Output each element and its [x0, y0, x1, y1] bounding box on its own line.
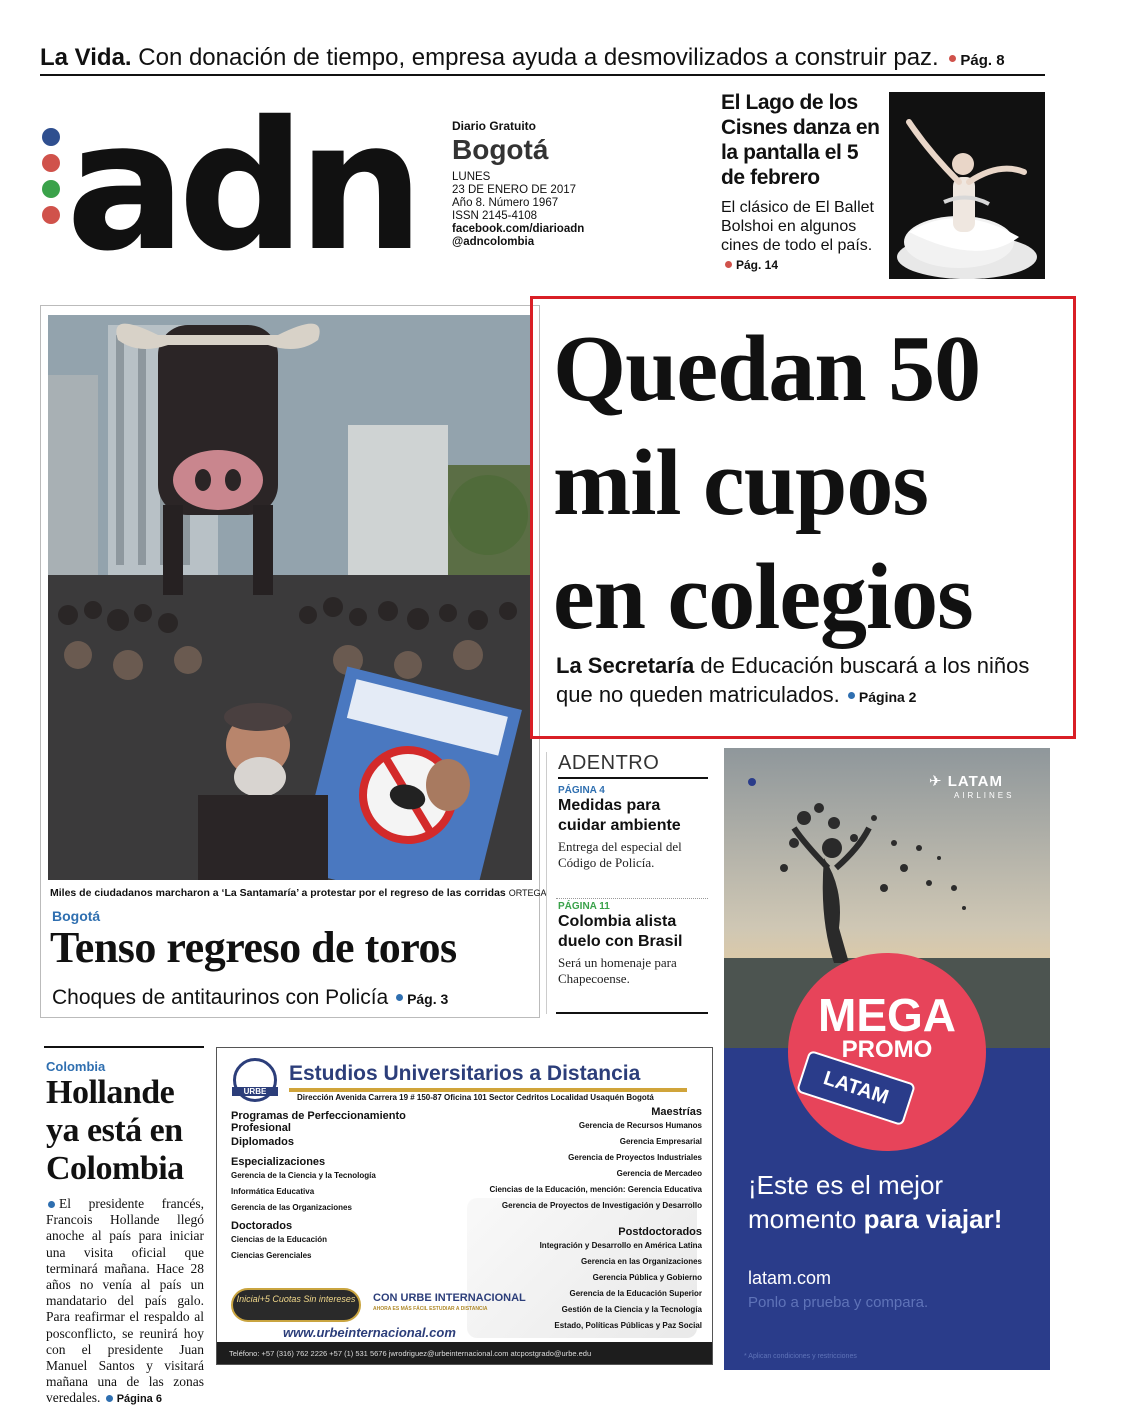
- swan-body-text: El clásico de El Ballet Bolshoi en algunos cines de todo el país.: [721, 199, 874, 254]
- urbe-programs-heading: Programas de Perfeccionamiento Profesional: [231, 1110, 406, 1134]
- adentro-item-page: PÁGINA 4: [558, 785, 605, 796]
- hollande-page: Página 6: [116, 1393, 162, 1406]
- bullet-dot-icon: [48, 1201, 55, 1208]
- adentro-item-headline: Medidas para cuidar ambiente: [558, 797, 681, 834]
- latam-url[interactable]: latam.com: [748, 1268, 832, 1288]
- top-strip-teaser[interactable]: [40, 44, 1045, 76]
- masthead-tagline: Diario Gratuito: [452, 119, 537, 133]
- urbe-list-item: Ciencias de la Educación: [231, 1235, 328, 1244]
- top-strip-section: La Vida.: [40, 44, 132, 71]
- logo-dot-icon: [42, 206, 60, 224]
- latam-tagline: Ponlo a prueba y compara.: [748, 1294, 929, 1311]
- urbe-website[interactable]: www.urbeinternacional.com: [283, 1325, 456, 1340]
- masthead-city: Bogotá: [452, 134, 549, 165]
- urbe-list-item: Gerencia de Proyectos Industriales: [568, 1153, 702, 1162]
- lead-subhead: [556, 651, 1056, 712]
- logo-dot-icon: [42, 128, 60, 146]
- latam-logo: [929, 772, 1003, 790]
- lead-headline[interactable]: [553, 312, 1053, 654]
- urbe-list-item: Gerencia de Recursos Humanos: [578, 1121, 702, 1130]
- swan-teaser[interactable]: [721, 90, 881, 275]
- section-label-bogota: Bogotá: [52, 908, 101, 924]
- bullet-dot-icon: [396, 994, 403, 1001]
- logo-dot-icon: [42, 154, 60, 172]
- lead-page: Página 2: [858, 689, 917, 705]
- divider: [556, 898, 708, 899]
- hollande-article[interactable]: [46, 1059, 204, 1408]
- masthead-info: [452, 120, 622, 249]
- adentro-item[interactable]: [558, 785, 708, 871]
- photo-caption: [50, 887, 547, 899]
- latam-tag-badge: LATAM: [796, 1050, 916, 1126]
- latam-advertisement[interactable]: [724, 748, 1050, 1370]
- top-strip-page: Pág. 8: [960, 52, 1005, 69]
- divider: [44, 1046, 204, 1048]
- lead-headline-line: en colegios: [553, 545, 973, 649]
- urbe-diplomados: Diplomados: [231, 1136, 294, 1148]
- adentro-item-page: PÁGINA 11: [558, 901, 610, 912]
- urbe-programs-right: [437, 1106, 702, 1214]
- latam-fine-print: * Aplican condiciones y restricciones: [744, 1353, 857, 1360]
- masthead-date: 23 DE ENERO DE 2017: [452, 184, 577, 196]
- urbe-doctorados-heading: Doctorados: [231, 1220, 293, 1232]
- urbe-con-sub: AHORA ES MÁS FÁCIL ESTUDIAR A DISTANCIA: [373, 1306, 488, 1312]
- masthead-issn: ISSN 2145-4108: [452, 210, 538, 222]
- top-strip-text: Con donación de tiempo, empresa ayuda a desmovilizados a construir paz.: [138, 44, 939, 71]
- bullet-dot-icon: [848, 692, 855, 699]
- urbe-list-item: Ciencias de la Educación, mención: Gerencia Educativa: [489, 1185, 702, 1194]
- ballerina-illustration: [889, 92, 1045, 279]
- adentro-item-body: Será un homenaje para Chapecoense.: [558, 955, 677, 986]
- hollande-body-text: El presidente francés, Francois Hollande llegó anoche al país para iniciar una visita oficial que terminará mañana. Hace 28 años no venía al país un mandatario del país galo. Para reafirmar el respaldo al posconflicto, se reunirá hoy con el presidente Juan Manuel Santos y visitará mañana una de las zonas veredales.: [46, 1196, 204, 1406]
- bullfight-protest-photo[interactable]: [48, 315, 532, 880]
- urbe-advertisement[interactable]: [216, 1047, 713, 1365]
- protest-illustration: [48, 315, 532, 880]
- masthead-twitter[interactable]: @adncolombia: [452, 236, 535, 248]
- urbe-footer: Teléfono: +57 (316) 762 2226 +57 (1) 531 5676 jwrodriguez@urbeinternacional.com atcpostgrado@urbe.edu: [217, 1342, 713, 1365]
- urbe-especializaciones-heading: Especializaciones: [231, 1156, 326, 1168]
- masthead-issue: Año 8. Número 1967: [452, 197, 559, 209]
- lead-subhead-bold: La Secretaría: [556, 653, 695, 678]
- bullet-dot-icon: [106, 1395, 113, 1402]
- latam-brand: LATAM: [947, 773, 1004, 790]
- latam-arrow-icon: ✈: [929, 773, 948, 790]
- ballerina-photo: [889, 92, 1045, 279]
- urbe-list-item: Gerencia Pública y Gobierno: [592, 1273, 702, 1282]
- urbe-list-item: Gerencia de Proyectos de Investigación y Desarrollo: [501, 1201, 702, 1210]
- swan-headline: El Lago de los Cisnes danza en la pantalla el 5 de febrero: [721, 91, 880, 189]
- divider: [556, 1012, 708, 1014]
- urbe-title-bar: [289, 1088, 687, 1092]
- toros-headline[interactable]: Tenso regreso de toros: [50, 923, 457, 972]
- urbe-programs-left: [231, 1110, 431, 1264]
- urbe-postdoctorados-heading: Postdoctorados: [618, 1226, 702, 1238]
- urbe-logo-text: URBE: [232, 1087, 278, 1096]
- mega-text: MEGA: [818, 989, 956, 1041]
- masthead-day: LUNES: [452, 171, 491, 183]
- urbe-cuotas-badge: Inicial+5 Cuotas Sin intereses: [231, 1288, 361, 1322]
- logo-dots: [42, 128, 62, 232]
- swan-page: Pág. 14: [736, 258, 779, 272]
- hollande-body: [46, 1196, 204, 1408]
- urbe-logo-icon: [233, 1058, 277, 1102]
- urbe-list-item: Informática Educativa: [231, 1187, 315, 1196]
- section-label-colombia: Colombia: [46, 1059, 106, 1074]
- adentro-box: [558, 752, 708, 987]
- urbe-list-item: Gerencia Empresarial: [619, 1137, 702, 1146]
- lead-headline-line: mil cupos: [553, 431, 928, 535]
- lead-headline-line: Quedan 50: [553, 317, 981, 421]
- urbe-list-item: Gerencia en las Organizaciones: [581, 1257, 702, 1266]
- urbe-con: CON URBE INTERNACIONAL: [373, 1292, 526, 1304]
- photo-caption-text: Miles de ciudadanos marcharon a ‘La Santamaría’ a protestar por el regreso de las corridas: [50, 887, 506, 899]
- urbe-list-item: Integración y Desarrollo en América Latina: [539, 1241, 702, 1250]
- urbe-title: Estudios Universitarios a Distancia: [289, 1062, 641, 1085]
- urbe-list-item: Ciencias Gerenciales: [231, 1251, 312, 1260]
- urbe-list-item: Gerencia de la Ciencia y la Tecnología: [231, 1171, 376, 1180]
- adentro-item-body: Entrega del especial del Código de Policía.: [558, 839, 682, 870]
- toros-subhead: [52, 986, 448, 1010]
- adentro-item-headline: Colombia alista duelo con Brasil: [558, 913, 683, 950]
- photo-credit: ORTEGA: [508, 888, 547, 898]
- latam-slogan-bold: para viajar!: [863, 1204, 1003, 1234]
- bullet-dot-icon: [949, 55, 956, 62]
- toros-subhead-text: Choques de antitaurinos con Policía: [52, 986, 389, 1009]
- adentro-item[interactable]: [558, 901, 708, 987]
- adn-logo[interactable]: adn: [66, 83, 417, 290]
- urbe-list-item: Gestión de la Ciencia y la Tecnología: [561, 1305, 702, 1314]
- adentro-title: ADENTRO: [558, 752, 708, 779]
- masthead-facebook[interactable]: facebook.com/diarioadn: [452, 223, 585, 235]
- urbe-list-item: Gerencia de Mercadeo: [616, 1169, 702, 1178]
- promo-text: PROMO: [841, 1036, 933, 1063]
- urbe-postdoctorados: [487, 1226, 702, 1334]
- urbe-list-item: Gerencia de la Educación Superior: [569, 1289, 702, 1298]
- column-divider: [546, 752, 547, 1014]
- urbe-list-item: Estado, Políticas Públicas y Paz Social: [554, 1321, 702, 1330]
- swan-body: [721, 198, 881, 275]
- urbe-maestrias-heading: Maestrías: [651, 1106, 702, 1118]
- lead-subhead-text: de Educación buscará a los niños que no queden matriculados.: [556, 653, 1030, 707]
- latam-airlines: AIRLINES: [954, 791, 1015, 800]
- bullet-dot-icon: [725, 261, 732, 268]
- latam-slogan: [748, 1168, 1048, 1236]
- urbe-address: Dirección Avenida Carrera 19 # 150-87 Oficina 101 Sector Cedritos Localidad Usaquén Bogotá: [297, 1093, 654, 1102]
- toros-page: Pág. 3: [407, 991, 449, 1007]
- hollande-headline: Hollande ya está en Colombia: [46, 1074, 184, 1187]
- logo-dot-icon: [42, 180, 60, 198]
- latam-slogan-plain: ¡Este es el mejor momento: [748, 1170, 944, 1234]
- urbe-list-item: Gerencia de las Organizaciones: [231, 1203, 352, 1212]
